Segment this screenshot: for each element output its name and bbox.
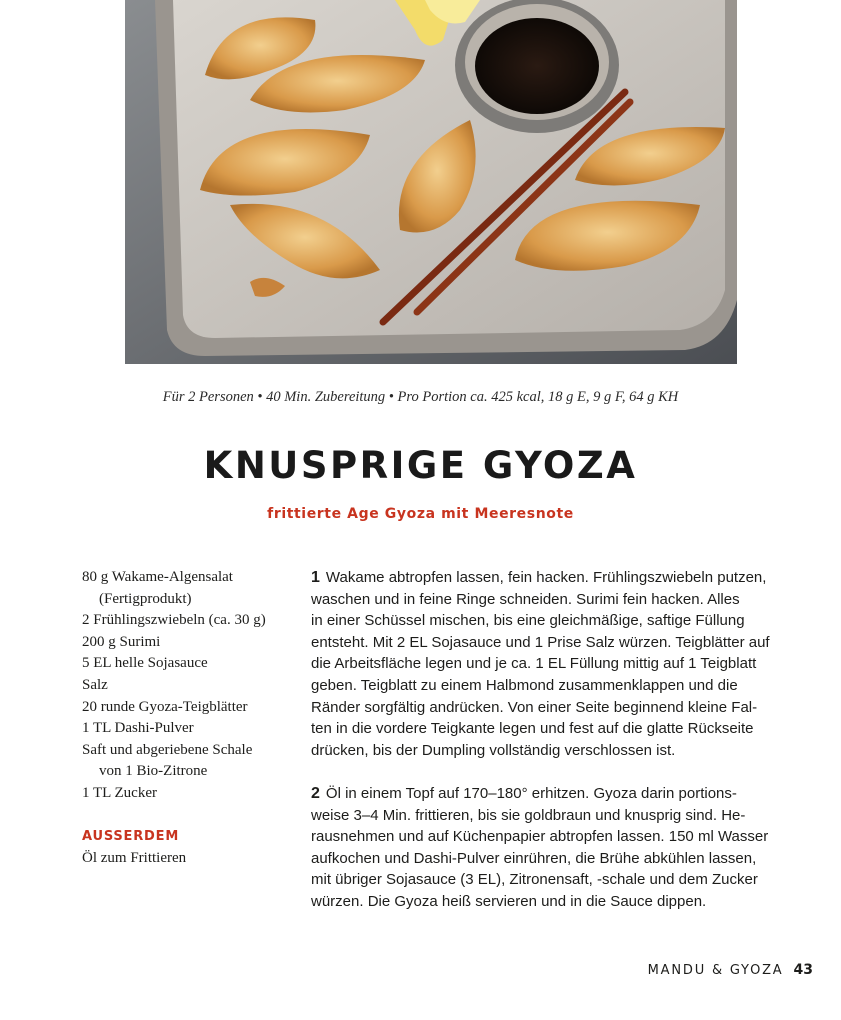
recipe-subtitle: frittierte Age Gyoza mit Meeresnote bbox=[267, 506, 574, 522]
step-2 bbox=[311, 783, 786, 913]
recipe-meta-line: Für 2 Personen • 40 Min. Zubereitung • Pro Portion ca. 425 kcal, 18 g E, 9 g F, 64 g KH bbox=[162, 389, 679, 405]
ingredient-item: 1 TL Zucker bbox=[82, 784, 157, 801]
recipe-title: KNUSPRIGE GYOZA bbox=[203, 444, 638, 487]
instruction-steps bbox=[311, 567, 786, 913]
ingredient-item: 200 g Surimi bbox=[82, 633, 161, 650]
ingredient-list bbox=[82, 567, 302, 869]
step-text-line: entsteht. Mit 2 EL Sojasauce und 1 Prise Salz würzen. Teigblätter auf bbox=[311, 633, 770, 651]
ingredient-item: 2 Frühlingszwiebeln (ca. 30 g) bbox=[82, 612, 266, 629]
food-photo bbox=[125, 0, 737, 364]
extra-item: Öl zum Frittieren bbox=[82, 849, 187, 866]
step-text-line: waschen und in feine Ringe schneiden. Surimi fein hacken. Alles bbox=[311, 590, 740, 608]
page-footer bbox=[648, 962, 813, 978]
ingredient-item: Saft und abgeriebene Schale bbox=[82, 741, 253, 758]
step-text-line: drücken, bis der Dumpling vollständig verschlossen ist. bbox=[311, 741, 676, 759]
step-text-line: würzen. Die Gyoza heiß servieren und in die Sauce dippen. bbox=[311, 892, 707, 910]
ingredient-item: (Fertigprodukt) bbox=[99, 590, 192, 607]
page-number: 43 bbox=[793, 962, 813, 978]
step-text-line: weise 3–4 Min. frittieren, bis sie goldbraun und knusprig sind. He- bbox=[311, 806, 746, 824]
ingredient-item: 5 EL helle Sojasauce bbox=[82, 655, 208, 672]
step-text-line: Ränder sorgfältig andrücken. Von einer Seite beginnend kleine Fal- bbox=[311, 698, 758, 716]
step-text-line: in einer Schüssel mischen, bis eine gleichmäßige, saftige Füllung bbox=[311, 612, 745, 630]
step-text-line: rausnehmen und auf Küchenpapier abtropfen lassen. 150 ml Wasser bbox=[311, 828, 769, 846]
step-text-line: die Arbeitsfläche legen und je ca. 1 EL Füllung mittig auf 1 Teigblatt bbox=[311, 655, 757, 673]
ingredient-item: von 1 Bio-Zitrone bbox=[99, 763, 208, 780]
step-text-line: Wakame abtropfen lassen, fein hacken. Frühlingszwiebeln putzen, bbox=[325, 569, 767, 586]
step-text-line: ten in die vordere Teigkante legen und fest auf die glatte Rückseite bbox=[311, 720, 754, 738]
ingredient-item: Salz bbox=[82, 676, 108, 693]
step-text-line: Öl in einem Topf auf 170–180° erhitzen. Gyoza darin portions- bbox=[325, 784, 737, 802]
step-number: 2 bbox=[311, 784, 320, 802]
step-text-line: geben. Teigblatt zu einem Halbmond zusammenklappen und die bbox=[311, 676, 738, 694]
step-1 bbox=[311, 567, 786, 761]
step-text-line: aufkochen und Dashi-Pulver einrühren, die Brühe abkühlen lassen, bbox=[311, 849, 757, 867]
extra-heading: AUSSERDEM bbox=[82, 829, 180, 845]
step-text-line: mit übriger Sojasauce (3 EL), Zitronensaft, -schale und dem Zucker bbox=[311, 871, 758, 889]
step-number: 1 bbox=[311, 569, 320, 586]
ingredient-item: 20 runde Gyoza-Teigblätter bbox=[82, 698, 248, 715]
ingredient-item: 80 g Wakame-Algensalat bbox=[82, 569, 233, 585]
ingredient-item: 1 TL Dashi-Pulver bbox=[82, 720, 194, 737]
section-name: MANDU & GYOZA bbox=[647, 963, 784, 978]
